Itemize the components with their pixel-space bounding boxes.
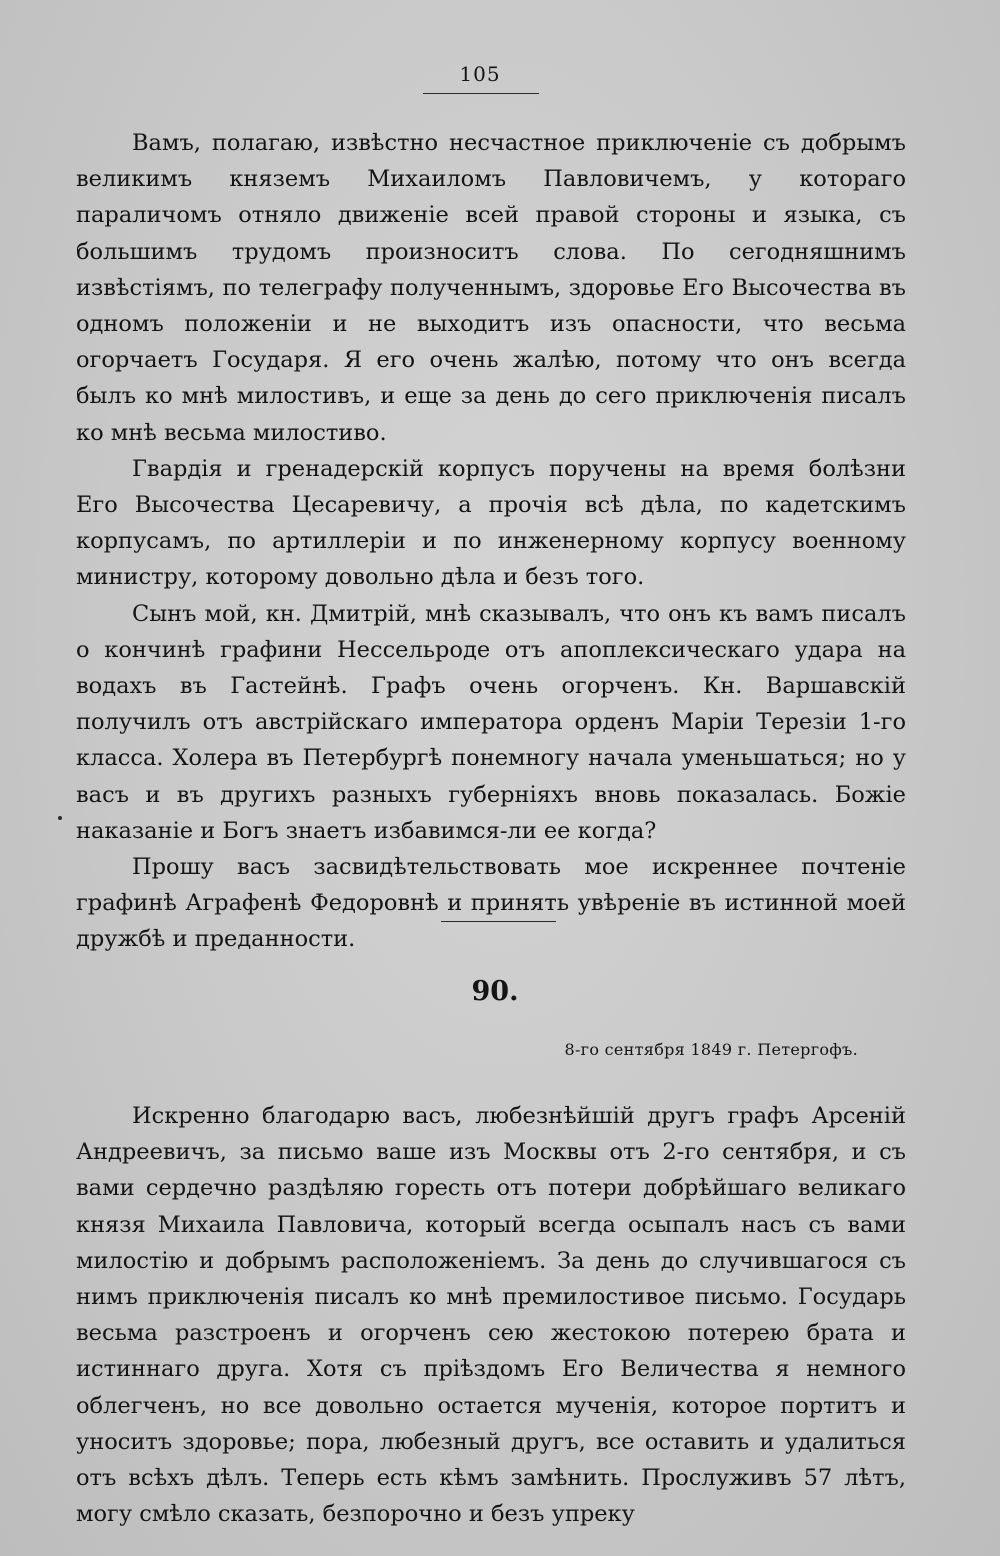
header-rule [423, 93, 539, 94]
paragraph: Гвардія и гренадерскій корпусъ поручены на время болѣзни Его Высочества Цесаревичу, а прочія всѣ дѣла, по кадетскимъ корпусамъ, по артиллеріи и по инженерному корпусу военному министру, которому довольно дѣла и безъ того. [76, 455, 906, 591]
paragraph: Прошу васъ засвидѣтельствовать мое искреннее почтеніе графинѣ Аграфенѣ Федоровнѣ и принять увѣреніе въ истинной моей дружбѣ и преданности. [76, 854, 906, 953]
letter-89-body [76, 125, 906, 958]
page-number: 105 [459, 62, 501, 86]
letter-number: 90. [471, 976, 519, 1007]
dateline: 8-го сентября 1849 г. Петергофъ. [564, 1040, 858, 1059]
margin-mark [58, 816, 62, 820]
paragraph: Вамъ, полагаю, извѣстно несчастное приключеніе съ добрымъ великимъ княземъ Михаиломъ Павловичемъ, у котораго параличомъ отняло движеніе всей правой стороны и языка, съ большимъ трудомъ произноситъ слова. По сегодняшнимъ извѣстіямъ, по телеграфу полученнымъ, здоровье Его Высочества въ одномъ положеніи и не выходитъ изъ опасности, что весьма огорчаетъ Государя. Я его очень жалѣю, потому что онъ всегда былъ ко мнѣ милостивъ, и еще за день до сего приключенія писалъ ко мнѣ весьма милостиво. [76, 130, 906, 446]
section-rule [441, 921, 556, 922]
paragraph: Искренно благодарю васъ, любезнѣйшій другъ графъ Арсеній Андреевичъ, за письмо ваше изъ Москвы отъ 2-го сентября, и съ вами сердечно раздѣляю горесть отъ потери добрѣйшаго великаго князя Михаила Павловича, который всегда осыпалъ насъ съ вами милостію и добрымъ расположеніемъ. За день до случившагося съ нимъ приключенія писалъ ко мнѣ премилостивое письмо. Государь весьма разстроенъ и огорченъ сею жестокою потерею брата и истиннаго друга. Хотя съ пріѣздомъ Его Величества я немного облегченъ, но все довольно остается мученія, которое портитъ и уноситъ здоровье; пора, любезный другъ, все оставить и удалиться отъ всѣхъ дѣлъ. Теперь есть кѣмъ замѣнить. Прослуживъ 57 лѣтъ, могу смѣло сказать, безпорочно и безъ упреку [76, 1103, 906, 1528]
paragraph: Сынъ мой, кн. Дмитрій, мнѣ сказывалъ, что онъ къ вамъ писалъ о кончинѣ графини Нессельроде отъ апоплексическаго удара на водахъ въ Гастейнѣ. Графъ очень огорченъ. Кн. Варшавскій получилъ отъ австрійскаго императора орденъ Маріи Терезіи 1-го класса. Холера въ Петербургѣ понемногу начала уменьшаться; но у васъ и въ другихъ разныхъ губерніяхъ вновь показалась. Божіе наказаніе и Богъ знаетъ избавимся-ли ее когда? [76, 600, 906, 844]
letter-90-body [76, 1098, 906, 1532]
